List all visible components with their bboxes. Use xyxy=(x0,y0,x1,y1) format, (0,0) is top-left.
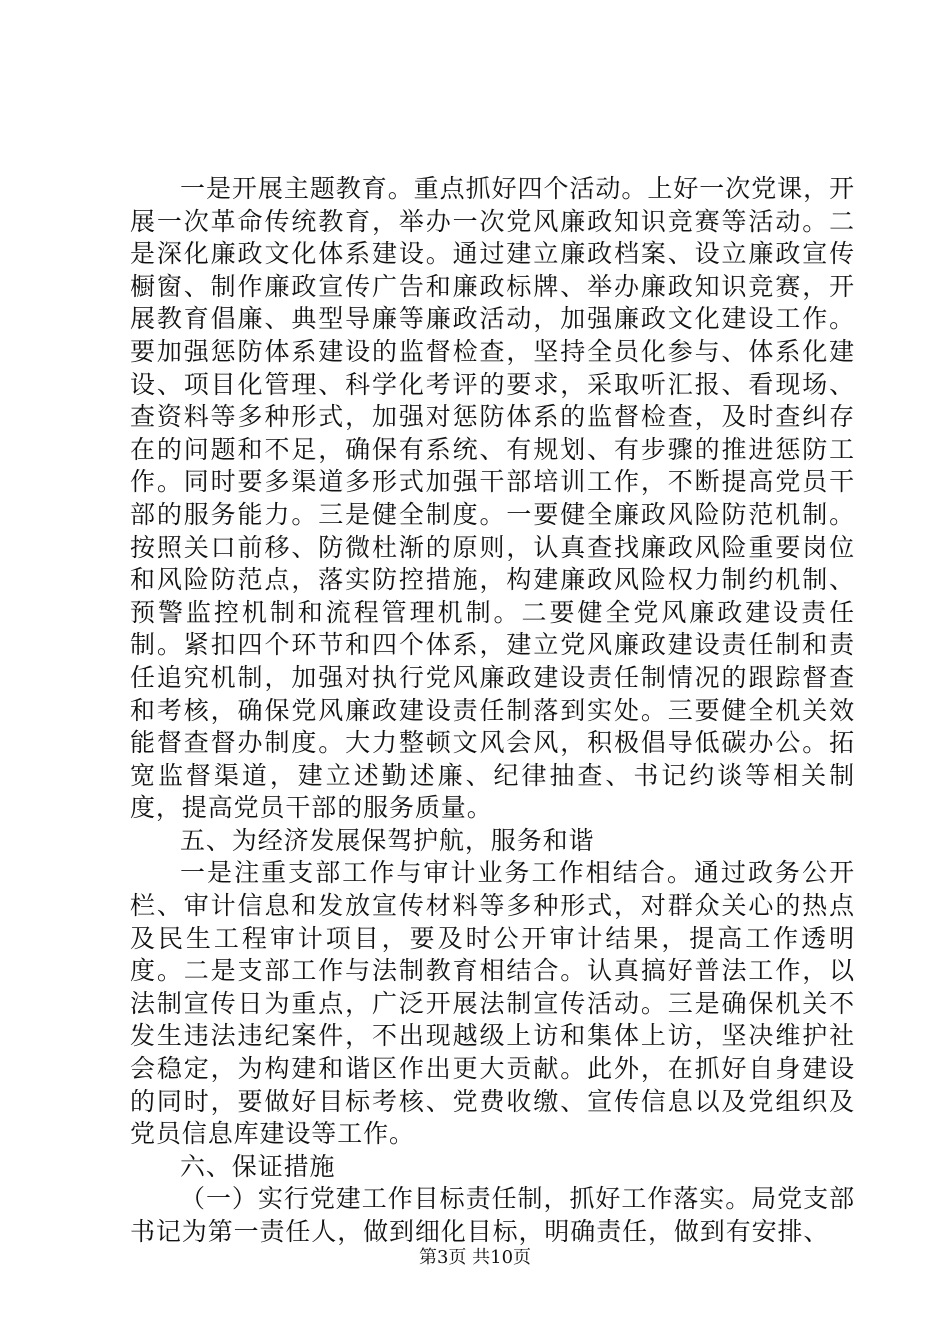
paragraph-measures: （一）实行党建工作目标责任制，抓好工作落实。局党支部书记为第一责任人，做到细化目标，明确责任，做到有安排、 xyxy=(130,1184,855,1246)
section-heading-5: 五、为经济发展保驾护航，服务和谐 xyxy=(180,825,595,855)
page-number-footer: 第3页 共10页 xyxy=(418,1247,532,1268)
paragraph-economy: 一是注重支部工作与审计业务工作相结合。通过政务公开栏、审计信息和发放宣传材料等多种形式，对群众关心的热点及民生工程审计项目，要及时公开审计结果，提高工作透明度。二是支部工作与法制教育相结合。认真搞好普法工作，以法制宣传日为重点，广泛开展法制宣传活动。三是确保机关不发生违法违纪案件，不出现越级上访和集体上访，坚决维护社会稳定，为构建和谐区作出更大贡献。此外，在抓好自身建设的同时，要做好目标考核、党费收缴、宣传信息以及党组织及党员信息库建设等工作。 xyxy=(130,858,855,1149)
paragraph-education: 一是开展主题教育。重点抓好四个活动。上好一次党课，开展一次革命传统教育，举办一次党风廉政知识竞赛等活动。二是深化廉政文化体系建设。通过建立廉政档案、设立廉政宣传橱窗、制作廉政宣传广告和廉政标牌、举办廉政知识竞赛，开展教育倡廉、典型导廉等廉政活动，加强廉政文化建设工作。要加强惩防体系建设的监督检查，坚持全员化参与、体系化建设、项目化管理、科学化考评的要求，采取听汇报、看现场、查资料等多种形式，加强对惩防体系的监督检查，及时查纠存在的问题和不足，确保有系统、有规划、有步骤的推进惩防工作。同时要多渠道多形式加强干部培训工作，不断提高党员干部的服务能力。三是健全制度。一要健全廉政风险防范机制。按照关口前移、防微杜渐的原则，认真查找廉政风险重要岗位和风险防范点，落实防控措施，构建廉政风险权力制约机制、预警监控机制和流程管理机制。二要健全党风廉政建设责任制。紧扣四个环节和四个体系，建立党风廉政建设责任制和责任追究机制，加强对执行党风廉政建设责任制情况的跟踪督查和考核，确保党风廉政建设责任制落到实处。三要健全机关效能督查督办制度。大力整顿文风会风，积极倡导低碳办公。拓宽监督渠道，建立述勤述廉、纪律抽查、书记约谈等相关制度，提高党员干部的服务质量。 xyxy=(130,174,855,823)
section-heading-6: 六、保证措施 xyxy=(180,1151,336,1181)
document-body xyxy=(130,173,855,1249)
